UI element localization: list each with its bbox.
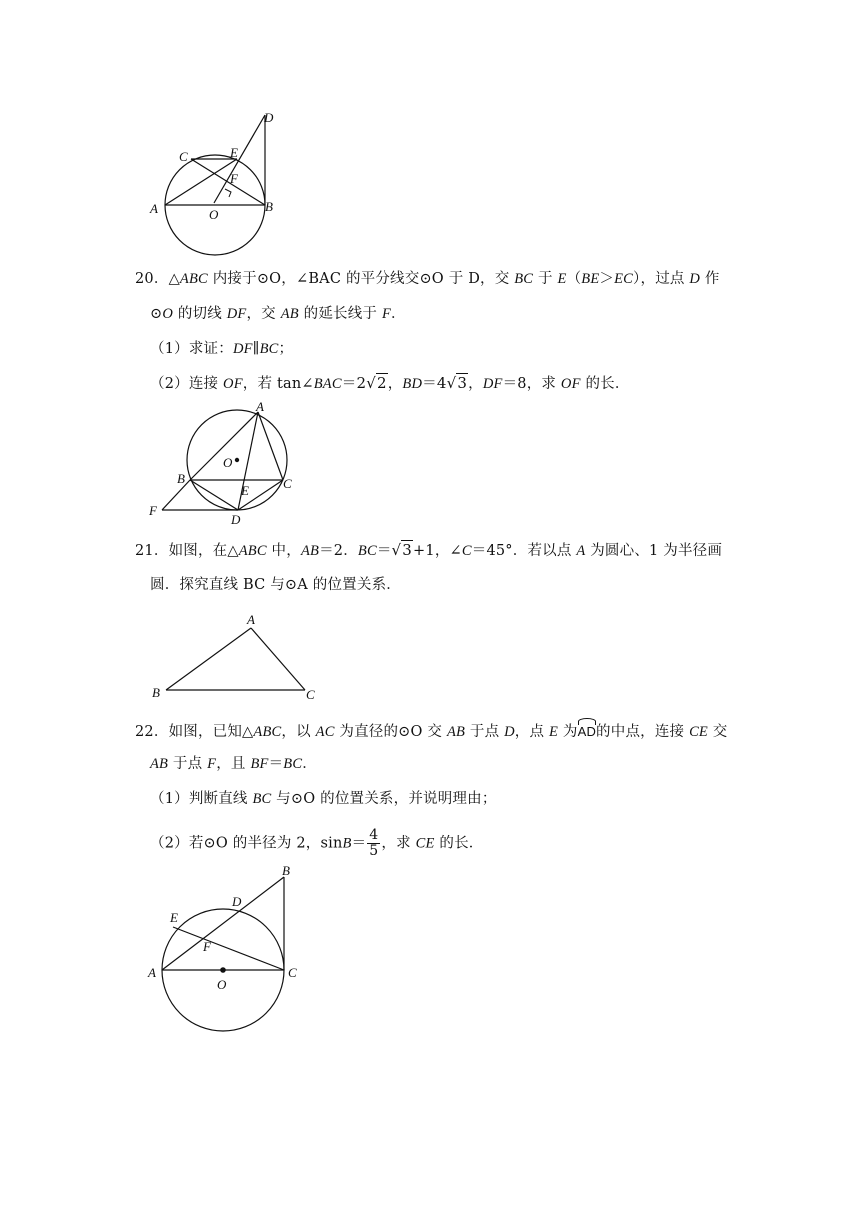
fig21-label-c: C	[306, 687, 315, 702]
q20-part-2: （2）连接 OF，若 tan∠BAC＝2√2，BD＝4√3，DF＝8，求 OF 的长．	[150, 374, 630, 392]
fig19-label-o: O	[209, 207, 219, 222]
q21-sqrt3: √3	[391, 541, 413, 559]
figure-q20-circle-diagram	[145, 395, 305, 530]
fig21-label-a: A	[247, 612, 255, 627]
fig21-label-b: B	[152, 685, 160, 700]
q21-line-1: 21．如图，在△ABC 中，AB＝2．BC＝√3+1，∠C＝45°．若以点 A 为圆心、1 为半径画	[135, 541, 723, 559]
q22-fraction: $\frac{4}{5}$	[369, 827, 379, 859]
fig20-label-d: D	[231, 512, 241, 527]
q20-line-1: 20．△ABC 内接于⊙O，∠BAC 的平分线交⊙O 于 D，交 BC 于 E（BE＞EC），过点 D 作	[135, 271, 720, 287]
fig19-label-e: E	[230, 145, 238, 160]
fig22-label-f: F	[203, 939, 211, 954]
fig22-label-e: E	[170, 910, 178, 925]
fig20-label-e: E	[241, 483, 249, 498]
q20-line-2: ⊙O 的切线 DF，交 AB 的延长线于 F．	[150, 306, 406, 322]
q20-tan-value: 2√2	[356, 374, 387, 392]
q21-line-2: 圆．探究直线 BC 与⊙A 的位置关系．	[150, 577, 401, 593]
q22-arc-ad: AD	[578, 718, 596, 743]
figure-q21-triangle	[148, 605, 323, 705]
fig19-label-c: C	[179, 149, 188, 164]
q22-part-1: （1）判断直线 BC 与⊙O 的位置关系，并说明理由；	[150, 791, 497, 807]
q21-number: 21．	[135, 543, 169, 559]
fig19-label-b: B	[265, 199, 273, 214]
q20-bd-value: 4√3	[436, 374, 468, 392]
fig22-label-o: O	[217, 977, 227, 992]
q20-number: 20．	[135, 271, 169, 287]
fig20-label-c: C	[283, 476, 292, 491]
figure-q19-circle-diagram	[145, 105, 285, 265]
q22-line-1: 22．如图，已知△ABC，以 AC 为直径的⊙O 交 AB 于点 D，点 E 为AD的中点，连接 CE 交	[135, 718, 728, 743]
q20-part-1: （1）求证：DF∥BC；	[150, 341, 294, 357]
fig20-label-a: A	[256, 399, 264, 414]
q22-part-2: （2）若⊙O 的半径为 2，sinB＝ $\frac{4}{5}$ ，求 CE 的长．	[150, 827, 484, 859]
fig22-label-b: B	[282, 863, 290, 878]
fig22-label-a: A	[148, 965, 156, 980]
q22-number: 22．	[135, 724, 169, 740]
figure-q22-circle-diagram	[145, 860, 310, 1040]
fig20-label-b: B	[177, 471, 185, 486]
q22-line-2: AB 于点 F，且 BF＝BC．	[150, 756, 317, 772]
fig22-label-d: D	[232, 894, 242, 909]
fig20-label-o: O	[223, 455, 233, 470]
fig22-label-c: C	[288, 965, 297, 980]
fig19-label-d: D	[264, 110, 274, 125]
fig19-label-a: A	[150, 201, 158, 216]
fig20-label-f: F	[149, 503, 157, 518]
fig19-label-f: F	[230, 171, 238, 186]
